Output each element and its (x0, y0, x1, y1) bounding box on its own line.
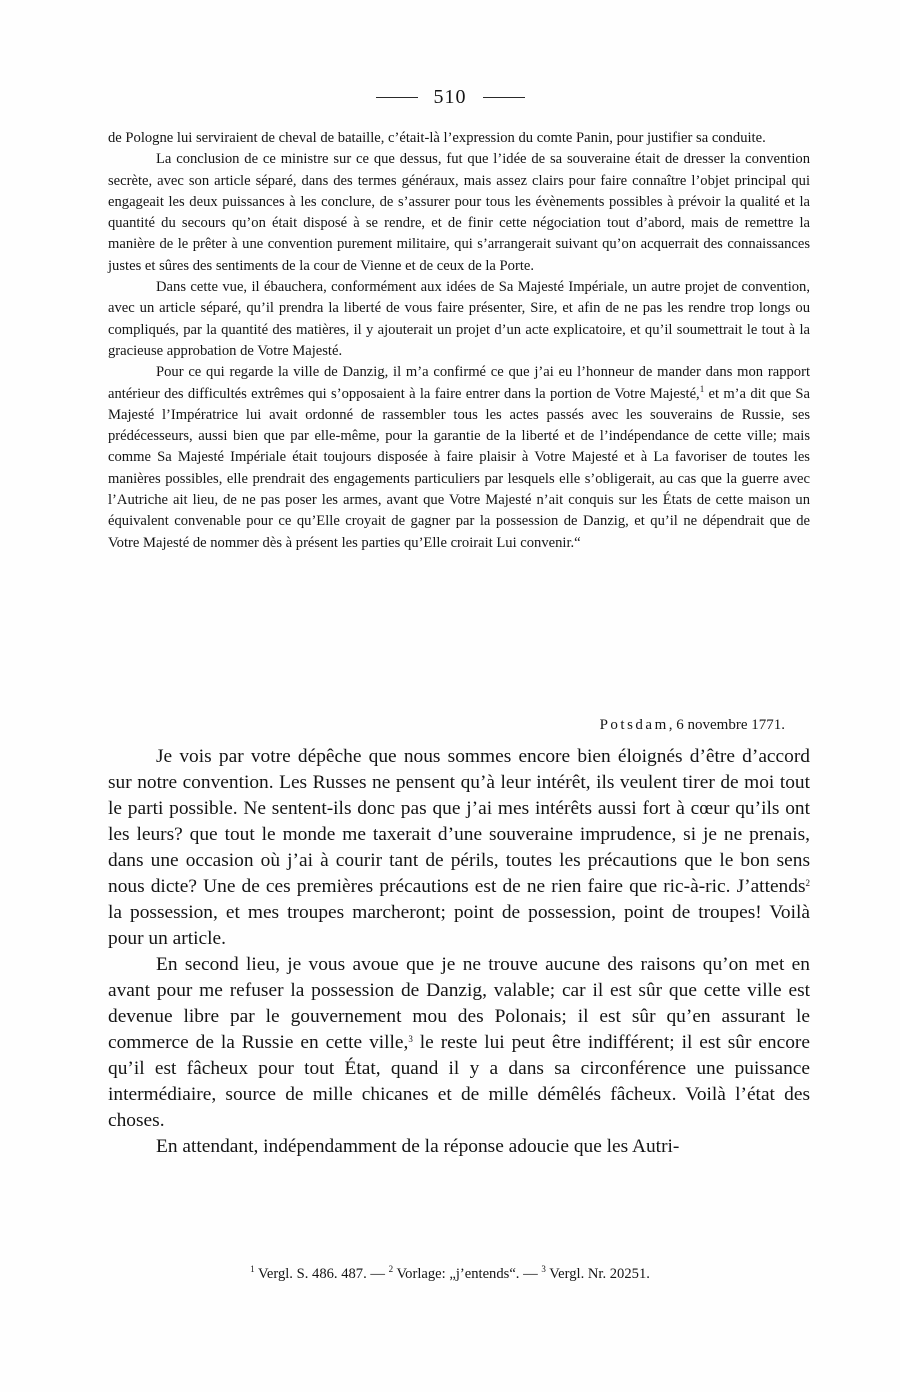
text-segment: Je vois par votre dépêche que nous sommes encore bien éloignés d’être d’accord sur notre convention. Les Russes ne pensent qu’à leur intérêt, ils veulent tirer de moi tout le parti possible. Ne sentent-ils donc pas que j’ai mes intérêts aussi fort à cœur qu’ils ont les leurs? que tout le monde me taxerait d’une souveraine imprudence, si je ne prenais, dans une occasion où j’ai à courir tant de périls, toutes les précautions que le bon sens nous dicte? Une de ces premières précautions est de ne rien faire que ric-à-ric. J’attends (108, 746, 810, 897)
dateline (108, 717, 785, 734)
header-rule-left (376, 97, 418, 98)
footnote-text: Vergl. S. 486. 487. (254, 1266, 367, 1282)
header-rule-right (483, 97, 525, 98)
footnote-reference: 3 (408, 1034, 413, 1044)
footnote-separator: — (519, 1266, 542, 1282)
text-segment: Dans cette vue, il ébauchera, conformément aux idées de Sa Majesté Impériale, un autre projet de convention, avec un article séparé, qu’il prendra la liberté de vous faire présenter, Sire, et afin de ne pas les rendre trop longs ou compliqués, par la quantité des matières, il y ajouterait un projet d’un acte explicatoire, et qu’il soumettrait le tout à la gracieuse approbation de Votre Majesté. (108, 279, 810, 359)
text-segment: Pour ce qui regarde la ville de Danzig, il m’a confirmé ce que j’ai eu l’honneur de mander dans mon rapport antérieur des difficultés extrêmes qui s’opposaient à la faire entrer dans la portion de Votre Majesté, (108, 364, 810, 402)
text-segment: de Pologne lui serviraient de cheval de bataille, c’était-là l’expression du comte Panin, pour justifier sa conduite. (108, 130, 766, 146)
footnote-text: Vergl. Nr. 20251. (545, 1266, 650, 1282)
page-header (0, 86, 900, 109)
footnote-reference: 2 (805, 878, 810, 888)
text-segment: En attendant, indépendamment de la réponse adoucie que les Autri- (156, 1136, 680, 1157)
report-paragraph (108, 149, 810, 277)
report-paragraph (108, 362, 810, 554)
footnote-mark: 3 (541, 1264, 546, 1274)
footnote-mark: 1 (250, 1264, 255, 1274)
footnotes (0, 1266, 900, 1283)
dateline-date: , 6 novembre 1771. (668, 717, 785, 733)
letter-paragraph (108, 1134, 810, 1160)
footnote-reference: 1 (699, 383, 705, 394)
letter-paragraph (108, 952, 810, 1134)
quoted-report (108, 128, 810, 554)
text-segment: la possession, et mes troupes marcheront; point de possession, point de troupes! Voilà pour un article. (108, 902, 810, 949)
footnote-text: Vorlage: „j’entends“. (393, 1266, 520, 1282)
report-paragraph (108, 277, 810, 362)
royal-letter (108, 744, 810, 1160)
letter-paragraph (108, 744, 810, 952)
page-number: 510 (433, 86, 467, 108)
text-segment: La conclusion de ce ministre sur ce que dessus, fut que l’idée de sa souveraine était de dresser la convention secrète, avec son article séparé, dans des termes généraux, mais assez clairs pour faire connaître l’objet principal qui engageait les deux puissances à les conclure, de s’assurer pour tous les évènements possibles à prévoir la qualité et la quantité du secours qu’on était disposé à se rendre, et de finir cette négociation tout d’abord, mais de remettre la manière de le prêter à une convention purement militaire, qui s’arrangerait suivant qu’on acquerrait des connaissances justes et sûres des sentiments de la cour de Vienne et de ceux de la Porte. (108, 151, 810, 274)
text-segment: En second lieu, je vous avoue que je ne trouve aucune des raisons qu’on met en avant pour me refuser la possession de Danzig, valable; car il est sûr que cette ville est devenue libre par le gouvernement mou des Polonais; il est sûr qu’en assurant le commerce de la Russie en cette ville, (108, 954, 810, 1053)
report-paragraph (108, 128, 810, 149)
text-segment: et m’a dit que Sa Majesté l’Impératrice lui avait ordonné de rassembler tous les actes passés avec les souverains de Russie, ses prédécesseurs, aussi bien que par elle-même, pour la garantie de la liberté et de l’indépendance de cette ville; mais comme Sa Majesté Impériale était toujours disposée à faire plaisir à Votre Majesté et à La favoriser de toutes les manières possibles, elle prendrait des engagements particuliers par lesquels elle s’obligerait, au cas que la guerre avec l’Autriche ait lieu, de ne pas poser les armes, avant que Votre Majesté n’ait conquis sur les États de cette maison un équivalent convenable pour ce qu’Elle croyait de gagner par la possession de Danzig, et qu’il ne dépendrait que de Votre Majesté de nommer dès à présent les parties qu’Elle croirait Lui convenir.“ (108, 385, 810, 551)
footnote-mark: 2 (388, 1264, 394, 1274)
dateline-place: Potsdam (599, 717, 669, 733)
footnote-item (541, 1266, 650, 1282)
footnote-item (389, 1266, 520, 1282)
footnote-item (250, 1266, 367, 1282)
text-segment: le reste lui peut être indifférent; il est sûr encore qu’il est fâcheux pour tout État, quand il y a dans sa circonférence une puissance intermédiaire, source de mille chicanes et de mille démêlés fâcheux. Voilà l’état des choses. (108, 1032, 810, 1131)
footnote-separator: — (366, 1266, 389, 1282)
